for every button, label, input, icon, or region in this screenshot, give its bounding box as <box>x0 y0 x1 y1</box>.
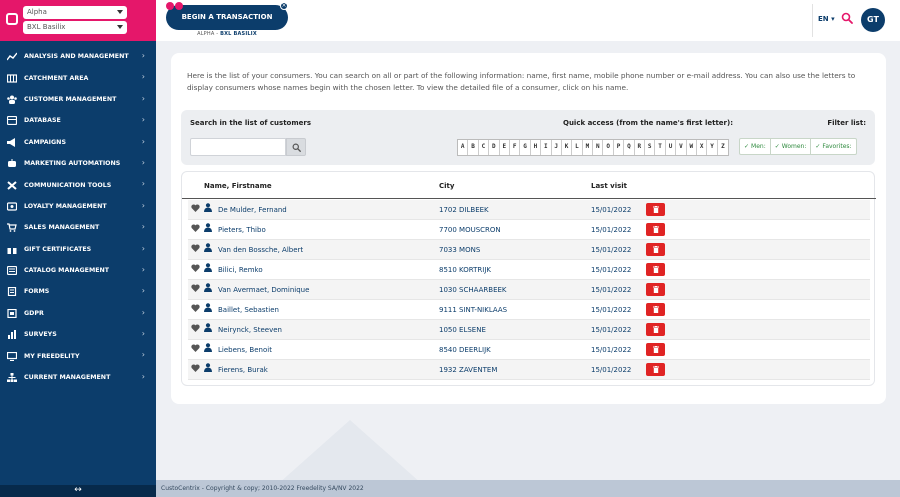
sidebar-item-label: SALES MANAGEMENT <box>24 224 100 232</box>
customer-name-link[interactable]: Bilici, Remko <box>218 266 263 274</box>
chevron-right-icon: › <box>141 179 145 189</box>
letter-g-button[interactable]: G <box>520 140 530 155</box>
person-icon <box>204 323 212 334</box>
sidebar-item-label: FORMS <box>24 288 50 296</box>
gdpr-icon <box>6 309 17 318</box>
customer-last-visit: 15/01/2022 <box>591 226 632 234</box>
letter-m-button[interactable]: M <box>583 140 593 155</box>
notification-dot-icon <box>175 2 183 10</box>
favorite-heart-icon[interactable] <box>191 344 200 354</box>
sidebar-item-my-freedelity[interactable] <box>0 345 156 366</box>
filter-label: Women: <box>781 143 807 150</box>
letter-p-button[interactable]: P <box>614 140 624 155</box>
database-icon <box>6 116 17 125</box>
filter-women-toggle[interactable] <box>771 139 812 154</box>
sidebar-item-label: LOYALTY MANAGEMENT <box>24 202 107 210</box>
sidebar-item-forms[interactable] <box>0 281 156 302</box>
shop-select[interactable] <box>23 21 127 34</box>
letter-a-button[interactable]: A <box>458 140 468 155</box>
top-header <box>156 0 900 41</box>
customer-city: 1702 DILBEEK <box>439 206 489 214</box>
letter-s-button[interactable]: S <box>645 140 655 155</box>
sidebar-item-label: GIFT CERTIFICATES <box>24 245 92 253</box>
customer-last-visit: 15/01/2022 <box>591 366 632 374</box>
app-logo-icon <box>6 13 18 25</box>
sidebar-item-gift-certificates[interactable] <box>0 239 156 260</box>
sidebar-item-label: CATALOG MANAGEMENT <box>24 267 110 275</box>
company-select-value: Alpha <box>27 8 47 16</box>
quick-access-title: Quick access (from the name's first letter): <box>563 119 733 127</box>
delete-button[interactable] <box>646 223 665 236</box>
person-icon <box>204 263 212 274</box>
sidebar-item-analysis-and-management[interactable] <box>0 46 156 67</box>
letter-f-button[interactable]: F <box>510 140 520 155</box>
sidebar-item-label: CAMPAIGNS <box>24 138 66 146</box>
delete-button[interactable] <box>646 343 665 356</box>
table-row <box>188 320 870 340</box>
sidebar-nav <box>0 46 156 388</box>
chevron-right-icon: › <box>141 243 145 253</box>
letter-o-button[interactable]: O <box>603 140 613 155</box>
filter-label: Favorites: <box>822 143 852 150</box>
letter-n-button[interactable]: N <box>593 140 603 155</box>
delete-button[interactable] <box>646 203 665 216</box>
trash-icon <box>653 286 659 293</box>
chevron-right-icon: › <box>141 329 145 339</box>
customer-city: 1030 SCHAARBEEK <box>439 286 507 294</box>
table-row <box>188 240 870 260</box>
sidebar-item-label: CATCHMENT AREA <box>24 74 89 82</box>
table-row <box>188 300 870 320</box>
chevron-right-icon: › <box>141 307 145 317</box>
footer <box>156 480 900 497</box>
customer-name-link[interactable]: Liebens, Benoit <box>218 346 272 354</box>
letter-x-button[interactable]: X <box>697 140 707 155</box>
sidebar-item-label: DATABASE <box>24 117 61 125</box>
filter-toggles <box>739 138 857 155</box>
delete-button[interactable] <box>646 323 665 336</box>
letter-t-button[interactable]: T <box>655 140 665 155</box>
sidebar-item-surveys[interactable] <box>0 324 156 345</box>
letter-r-button[interactable]: R <box>635 140 645 155</box>
survey-icon <box>6 330 17 339</box>
table-row <box>188 280 870 300</box>
sidebar-collapse-button[interactable] <box>0 485 156 497</box>
sidebar-item-campaigns[interactable] <box>0 132 156 153</box>
form-icon <box>6 287 17 296</box>
collapse-arrows-icon: ↔ <box>74 485 82 495</box>
customer-last-visit: 15/01/2022 <box>591 346 632 354</box>
customer-last-visit: 15/01/2022 <box>591 306 632 314</box>
letter-y-button[interactable]: Y <box>707 140 717 155</box>
monitor-icon <box>6 352 17 361</box>
customer-city: 1050 ELSENE <box>439 326 486 334</box>
sidebar-item-current-management[interactable] <box>0 367 156 388</box>
sidebar-item-customer-management[interactable] <box>0 89 156 110</box>
chevron-down-icon <box>117 25 123 29</box>
begin-transaction-label: BEGIN A TRANSACTION <box>181 13 273 21</box>
map-icon <box>6 74 17 83</box>
sidebar <box>0 0 156 497</box>
language-label: EN <box>818 15 829 23</box>
sidebar-item-label: CURRENT MANAGEMENT <box>24 374 111 382</box>
loyalty-icon <box>6 202 17 211</box>
letter-z-button[interactable]: Z <box>721 143 725 150</box>
robot-icon <box>6 159 17 168</box>
sitemap-icon <box>6 373 17 382</box>
table-header <box>182 172 876 199</box>
customer-city: 7033 MONS <box>439 246 481 254</box>
sidebar-item-marketing-automations[interactable] <box>0 153 156 174</box>
sidebar-item-label: MY FREEDELITY <box>24 352 80 360</box>
avatar[interactable] <box>861 8 885 32</box>
delete-button[interactable] <box>646 263 665 276</box>
customer-last-visit: 15/01/2022 <box>591 326 632 334</box>
language-switcher[interactable] <box>818 15 835 23</box>
filter-label: Men: <box>751 143 766 150</box>
chevron-right-icon: › <box>141 264 145 274</box>
customer-table <box>181 171 875 386</box>
customer-last-visit: 15/01/2022 <box>591 286 632 294</box>
chevron-right-icon: › <box>141 136 145 146</box>
customer-list-card <box>171 53 886 404</box>
sidebar-item-label: COMMUNICATION TOOLS <box>24 181 112 189</box>
customer-name-link[interactable]: Van den Bossche, Albert <box>218 246 304 254</box>
search-panel <box>181 110 875 165</box>
person-icon <box>204 243 212 254</box>
sidebar-item-gdpr[interactable] <box>0 303 156 324</box>
trash-icon <box>653 326 659 333</box>
person-icon <box>204 283 212 294</box>
letter-v-button[interactable]: V <box>676 140 686 155</box>
avatar-initials: GT <box>867 15 879 24</box>
customer-name-link[interactable]: Baillet, Sebastien <box>218 306 279 314</box>
letter-index <box>457 139 729 156</box>
table-row <box>188 220 870 240</box>
customer-last-visit: 15/01/2022 <box>591 206 632 214</box>
chevron-right-icon: › <box>141 157 145 167</box>
catalog-icon <box>6 266 17 275</box>
context-company: ALPHA <box>197 31 215 37</box>
search-icon[interactable] <box>841 12 853 26</box>
gift-icon <box>6 245 17 254</box>
sidebar-item-label: SURVEYS <box>24 331 57 339</box>
customer-name-link[interactable]: Van Avermaet, Dominique <box>218 286 310 294</box>
chevron-right-icon: › <box>141 371 145 381</box>
customer-last-visit: 15/01/2022 <box>591 266 632 274</box>
trash-icon <box>653 306 659 313</box>
megaphone-icon <box>6 138 17 147</box>
check-icon: ✓ <box>774 143 780 150</box>
sidebar-item-label: CUSTOMER MANAGEMENT <box>24 95 117 103</box>
letter-w-button[interactable]: W <box>687 140 697 155</box>
check-icon: ✓ <box>744 143 750 150</box>
sidebar-item-label: GDPR <box>24 309 44 317</box>
person-icon <box>204 363 212 374</box>
favorite-heart-icon[interactable] <box>191 284 200 294</box>
notification-dot-icon <box>166 2 174 10</box>
person-icon <box>204 203 212 214</box>
favorite-heart-icon[interactable] <box>191 204 200 214</box>
favorite-heart-icon[interactable] <box>191 224 200 234</box>
delete-button[interactable] <box>646 283 665 296</box>
delete-button[interactable] <box>646 303 665 316</box>
favorite-heart-icon[interactable] <box>191 324 200 334</box>
customer-city: 1932 ZAVENTEM <box>439 366 498 374</box>
letter-h-button[interactable]: H <box>531 140 541 155</box>
customer-city: 8510 KORTRIJK <box>439 266 491 274</box>
person-icon <box>204 343 212 354</box>
letter-b-button[interactable]: B <box>468 140 478 155</box>
sidebar-item-label: ANALYSIS AND MANAGEMENT <box>24 53 129 61</box>
search-title: Search in the list of customers <box>190 119 312 127</box>
letter-q-button[interactable]: Q <box>624 140 634 155</box>
search-button[interactable] <box>286 138 306 156</box>
begin-transaction-button[interactable] <box>166 5 288 30</box>
trash-icon <box>653 266 659 273</box>
copyright-text: CustoCentrix - Copyright & copy; 2010-2022 Freedelity SA/NV 2022 <box>161 485 364 492</box>
favorite-heart-icon[interactable] <box>191 244 200 254</box>
filter-men-toggle[interactable] <box>740 139 771 154</box>
close-icon[interactable]: × <box>281 2 287 9</box>
sidebar-item-loyalty-management[interactable] <box>0 196 156 217</box>
letter-d-button[interactable]: D <box>489 140 499 155</box>
chevron-right-icon: › <box>141 93 145 103</box>
column-header-city[interactable]: City <box>439 182 455 190</box>
favorite-heart-icon[interactable] <box>191 364 200 374</box>
letter-c-button[interactable]: C <box>479 140 489 155</box>
letter-j-button[interactable]: J <box>552 140 562 155</box>
customer-name-link[interactable]: Pieters, Thibo <box>218 226 266 234</box>
letter-i-button[interactable]: I <box>541 140 551 155</box>
search-input[interactable] <box>190 138 286 156</box>
delete-button[interactable] <box>646 363 665 376</box>
delete-button[interactable] <box>646 243 665 256</box>
chevron-right-icon: › <box>141 115 145 125</box>
sidebar-item-communication-tools[interactable] <box>0 174 156 195</box>
header-divider <box>812 4 813 37</box>
column-header-name[interactable]: Name, Firstname <box>204 182 272 190</box>
trash-icon <box>653 366 659 373</box>
letter-k-button[interactable]: K <box>562 140 572 155</box>
trash-icon <box>653 246 659 253</box>
chevron-right-icon: › <box>141 200 145 210</box>
customer-name-link[interactable]: Neirynck, Steeven <box>218 326 282 334</box>
sidebar-item-catalog-management[interactable] <box>0 260 156 281</box>
customer-city: 7700 MOUSCRON <box>439 226 501 234</box>
table-row <box>188 360 870 380</box>
users-icon <box>6 95 17 104</box>
sidebar-item-label: MARKETING AUTOMATIONS <box>24 160 121 168</box>
chevron-right-icon: › <box>141 350 145 360</box>
customer-city: 8540 DEERLIJK <box>439 346 491 354</box>
trash-icon <box>653 346 659 353</box>
filter-title: Filter list: <box>827 119 866 127</box>
letter-e-button[interactable]: E <box>500 140 510 155</box>
chevron-right-icon: › <box>141 222 145 232</box>
filter-favorites-toggle[interactable] <box>811 139 855 154</box>
search-icon <box>292 143 301 152</box>
chart-icon <box>6 52 17 61</box>
sidebar-item-database[interactable] <box>0 110 156 131</box>
favorite-heart-icon[interactable] <box>191 264 200 274</box>
begin-transaction-context <box>166 31 288 37</box>
customer-name-link[interactable]: De Mulder, Fernand <box>218 206 287 214</box>
context-shop: BXL BASILIX <box>220 31 257 37</box>
column-header-last-visit[interactable]: Last visit <box>591 182 628 190</box>
trash-icon <box>653 206 659 213</box>
table-row <box>188 200 870 220</box>
intro-text: Here is the list of your consumers. You can search on all or part of the following information: name, first name, mobile phone number or e-mail address. You can also use the letters to display consumers whose names begin with the chosen letter. To view the detailed file of a consumer, click on his name. <box>187 71 856 92</box>
sidebar-item-sales-management[interactable] <box>0 217 156 238</box>
person-icon <box>204 223 212 234</box>
customer-last-visit: 15/01/2022 <box>591 246 632 254</box>
chevron-down-icon <box>117 10 123 14</box>
letter-u-button[interactable]: U <box>666 140 676 155</box>
trash-icon <box>653 226 659 233</box>
sidebar-header <box>0 0 156 41</box>
table-row <box>188 260 870 280</box>
chevron-right-icon: › <box>141 51 145 60</box>
customer-city: 9111 SINT-NIKLAAS <box>439 306 508 314</box>
context-separator: - <box>214 31 221 37</box>
shop-select-value: BXL Basilix <box>27 23 66 31</box>
favorite-heart-icon[interactable] <box>191 304 200 314</box>
tools-icon <box>6 181 17 190</box>
table-row <box>188 340 870 360</box>
company-select[interactable] <box>23 6 127 19</box>
check-icon: ✓ <box>815 143 821 150</box>
cart-icon <box>6 223 17 232</box>
customer-name-link[interactable]: Fierens, Burak <box>218 366 268 374</box>
chevron-down-icon: ▾ <box>831 15 835 23</box>
chevron-right-icon: › <box>141 72 145 82</box>
person-icon <box>204 303 212 314</box>
sidebar-item-catchment-area[interactable] <box>0 67 156 88</box>
letter-l-button[interactable]: L <box>572 140 582 155</box>
chevron-right-icon: › <box>141 286 145 296</box>
